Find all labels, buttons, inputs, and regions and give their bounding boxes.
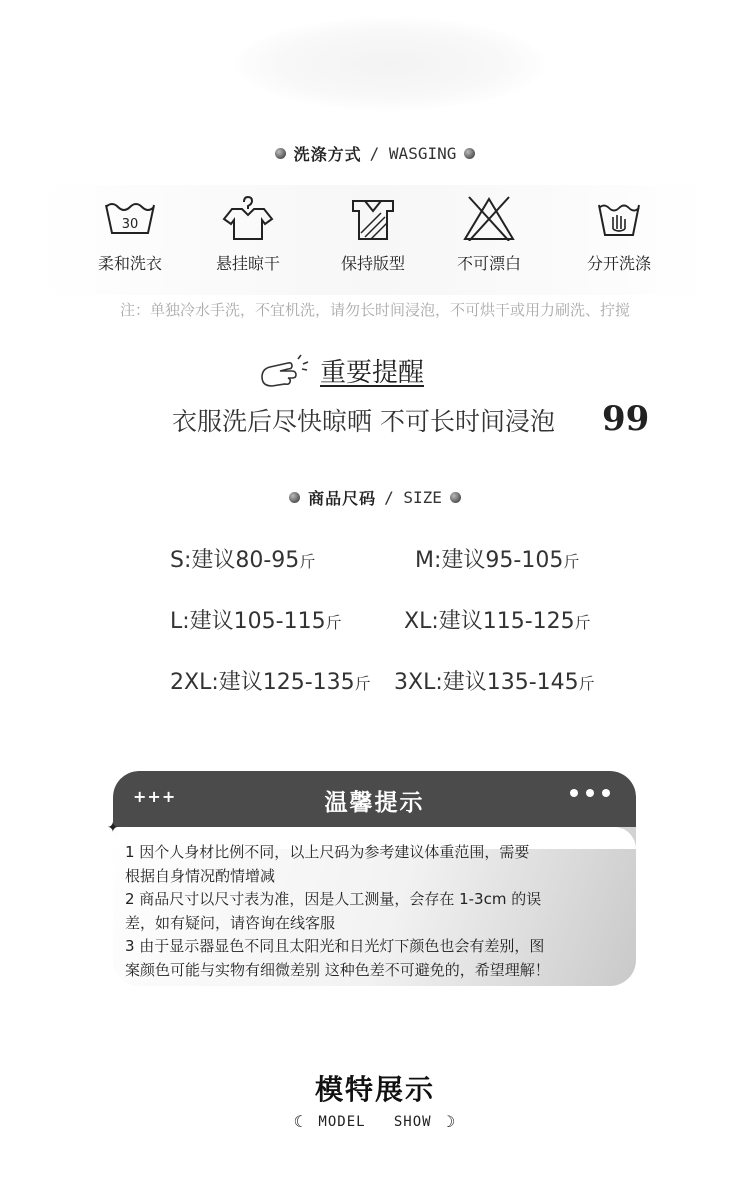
- model-subtitle-text: MODEL SHOW: [318, 1113, 432, 1130]
- size-2xl: [170, 665, 371, 696]
- size-title-en: / SIZE: [384, 488, 442, 507]
- tips-line: 根据自身情况酌情增减: [125, 866, 276, 885]
- wash-item-nobleach: [434, 195, 544, 274]
- size-label: M:建议95-105: [415, 548, 564, 573]
- size-unit: 斤: [354, 674, 371, 693]
- wash-item-hang: [193, 195, 303, 274]
- top-glow-decoration: [235, 18, 545, 110]
- size-label: 3XL:建议135-145: [394, 670, 579, 695]
- sparkle-star-icon: ✦: [107, 820, 119, 836]
- keep-shape-icon: [345, 195, 401, 241]
- svg-text:30: 30: [121, 217, 139, 232]
- pointing-hand-icon: [258, 353, 314, 389]
- hand-wash-icon: [591, 195, 647, 241]
- wash-item-label: 不可漂白: [456, 254, 521, 273]
- size-m: [415, 543, 579, 574]
- size-unit: 斤: [578, 674, 595, 693]
- size-unit: 斤: [563, 552, 580, 571]
- wash-note: 注：单独冷水手洗，不宜机洗，请勿长时间浸泡，不可烘干或用力刷洗、拧搅: [119, 301, 630, 319]
- tips-line: 3 由于显示器显色不同且太阳光和日光灯下颜色也会有差别，图: [125, 937, 545, 955]
- wash-item-label: 保持版型: [340, 254, 405, 273]
- more-dots-icon: [570, 789, 610, 797]
- size-label: S:建议80-95: [170, 548, 300, 573]
- wash-title-cn: 洗涤方式: [293, 145, 362, 164]
- tips-line: 案颜色可能与实物有细微差别 这种色差不可避免的，希望理解！: [125, 960, 550, 979]
- moon-icon: ☾: [293, 1112, 305, 1131]
- wash-item-gentle: [75, 195, 185, 274]
- size-s: [170, 543, 315, 574]
- tips-title: 温馨提示: [324, 790, 425, 816]
- moon-icon: ☽: [445, 1112, 457, 1131]
- tips-line: 2 商品尺寸以尺寸表为准，因是人工测量，会存在 1-3cm 的误: [125, 890, 542, 908]
- size-3xl: [394, 665, 595, 696]
- model-subtitle: [0, 1112, 750, 1131]
- wash-section-title: [0, 142, 750, 165]
- tips-body: [125, 841, 630, 982]
- wash-title-en: / WASGING: [369, 144, 457, 163]
- size-xl: [404, 604, 591, 635]
- wash-item-label: 分开洗涤: [586, 254, 651, 273]
- reminder-title: 重要提醒: [320, 358, 425, 388]
- tips-line: 差，如有疑问，请咨询在线客服: [125, 913, 336, 932]
- reminder-text: 衣服洗后尽快晾晒 不可长时间浸泡: [172, 407, 555, 436]
- wash-item-shape: [318, 195, 428, 274]
- hang-dry-icon: [220, 195, 276, 241]
- size-unit: 斤: [299, 552, 316, 571]
- bullet-dot-icon: [450, 492, 461, 503]
- size-label: L:建议105-115: [170, 609, 326, 634]
- wash-item-separate: [564, 195, 674, 274]
- size-unit: 斤: [574, 613, 591, 632]
- reminder-header: [258, 352, 424, 389]
- wash-item-label: 悬挂晾干: [215, 254, 280, 273]
- size-l: [170, 604, 342, 635]
- quote-mark-icon: 99: [602, 399, 650, 439]
- bullet-dot-icon: [275, 148, 286, 159]
- wash-item-label: 柔和洗衣: [97, 254, 162, 273]
- model-title: 模特展示: [314, 1073, 435, 1106]
- size-label: 2XL:建议125-135: [170, 670, 355, 695]
- tips-card: [113, 771, 636, 986]
- bullet-dot-icon: [289, 492, 300, 503]
- size-section-title: [0, 486, 750, 509]
- size-label: XL:建议115-125: [404, 609, 575, 634]
- size-unit: 斤: [325, 613, 342, 632]
- size-title-cn: 商品尺码: [308, 489, 377, 508]
- wash-30-icon: [102, 195, 158, 241]
- no-bleach-icon: [461, 195, 517, 241]
- bullet-dot-icon: [464, 148, 475, 159]
- tips-line: 1 因个人身材比例不同，以上尺码为参考建议体重范围，需要: [125, 843, 530, 861]
- tips-plus-decoration: +++: [133, 787, 177, 806]
